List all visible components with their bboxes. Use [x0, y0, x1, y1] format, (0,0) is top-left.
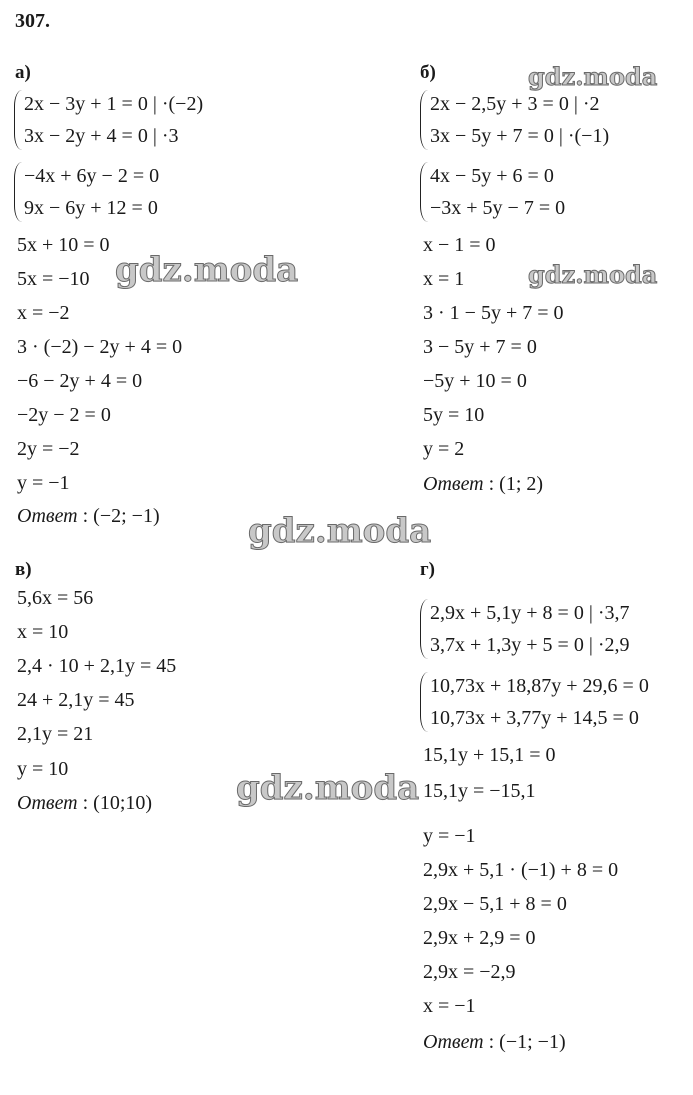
step-line: 15,1y + 15,1 = 0: [423, 744, 556, 766]
watermark-logo: gdz.moda: [115, 250, 299, 290]
step-line: x − 1 = 0: [423, 234, 496, 256]
part-a-label: а): [15, 62, 31, 83]
step-line: 24 + 2,1y = 45: [17, 689, 135, 711]
step-line: y = 2: [423, 438, 465, 460]
equation: 2x − 2,5y + 3 = 0 | ·2: [430, 93, 600, 115]
answer-value: : (−2; −1): [77, 505, 160, 527]
step-line: 5x = −10: [17, 268, 90, 290]
equation: −3x + 5y − 7 = 0: [430, 197, 566, 219]
step-line: 2,9x + 2,9 = 0: [423, 927, 536, 949]
answer-label: Ответ: [17, 792, 78, 814]
part-g-label: г): [420, 559, 435, 580]
step-line: x = 10: [17, 621, 69, 643]
brace: [420, 162, 428, 222]
step-line: 3 · (−2) − 2y + 4 = 0: [17, 336, 183, 358]
equation: 3x − 5y + 7 = 0 | ·(−1): [430, 125, 610, 147]
step-line: 5,6x = 56: [17, 587, 94, 609]
part-v-label: в): [15, 559, 32, 580]
part-a-answer: [17, 503, 160, 529]
answer-label: Ответ: [423, 1031, 484, 1053]
equation: 2x − 3y + 1 = 0 | ·(−2): [24, 93, 204, 115]
equation: 2,9x + 5,1y + 8 = 0 | ·3,7: [430, 602, 630, 624]
step-line: 2,9x + 5,1 · (−1) + 8 = 0: [423, 859, 619, 881]
step-line: 3 − 5y + 7 = 0: [423, 336, 537, 358]
part-b-system-1: [420, 88, 609, 152]
watermark-logo: gdz.moda: [236, 768, 420, 808]
part-g-system-2: [420, 670, 649, 734]
step-line: 2,1y = 21: [17, 723, 94, 745]
part-a-system-2: [14, 160, 159, 224]
part-a-system-1: [14, 88, 203, 152]
part-v-answer: [17, 790, 152, 816]
answer-value: : (−1; −1): [483, 1031, 566, 1053]
step-line: 3 · 1 − 5y + 7 = 0: [423, 302, 564, 324]
step-line: 2,9x = −2,9: [423, 961, 516, 983]
watermark-logo: gdz.moda: [528, 62, 658, 91]
step-line: 2,4 · 10 + 2,1y = 45: [17, 655, 177, 677]
answer-label: Ответ: [17, 505, 78, 527]
step-line: −2y − 2 = 0: [17, 404, 111, 426]
part-b-label: б): [420, 62, 436, 83]
step-line: x = 1: [423, 268, 465, 290]
problem-number: 307.: [15, 10, 50, 32]
step-line: 2y = −2: [17, 438, 80, 460]
equation: −4x + 6y − 2 = 0: [24, 165, 160, 187]
step-line: 5y = 10: [423, 404, 485, 426]
equation: 10,73x + 18,87y + 29,6 = 0: [430, 675, 649, 697]
part-b-answer: [423, 471, 543, 497]
step-line: 2,9x − 5,1 + 8 = 0: [423, 893, 567, 915]
equation: 10,73x + 3,77y + 14,5 = 0: [430, 707, 639, 729]
equation: 3,7x + 1,3y + 5 = 0 | ·2,9: [430, 634, 630, 656]
part-g-system-1: [420, 597, 630, 661]
step-line: −5y + 10 = 0: [423, 370, 527, 392]
brace: [420, 672, 428, 732]
step-line: 5x + 10 = 0: [17, 234, 110, 256]
answer-value: : (1; 2): [483, 473, 544, 495]
answer-value: : (10;10): [77, 792, 153, 814]
answer-label: Ответ: [423, 473, 484, 495]
step-line: y = −1: [17, 472, 70, 494]
brace: [14, 90, 22, 150]
step-line: y = −1: [423, 825, 476, 847]
step-line: x = −1: [423, 995, 476, 1017]
brace: [420, 599, 428, 659]
step-line: 15,1y = −15,1: [423, 780, 536, 802]
part-g-answer: [423, 1029, 566, 1055]
brace: [14, 162, 22, 222]
equation: 9x − 6y + 12 = 0: [24, 197, 158, 219]
equation: 4x − 5y + 6 = 0: [430, 165, 554, 187]
step-line: −6 − 2y + 4 = 0: [17, 370, 143, 392]
watermark-logo: gdz.moda: [528, 260, 658, 289]
part-b-system-2: [420, 160, 565, 224]
watermark-logo: gdz.moda: [248, 511, 432, 551]
step-line: x = −2: [17, 302, 70, 324]
brace: [420, 90, 428, 150]
step-line: y = 10: [17, 758, 69, 780]
equation: 3x − 2y + 4 = 0 | ·3: [24, 125, 179, 147]
